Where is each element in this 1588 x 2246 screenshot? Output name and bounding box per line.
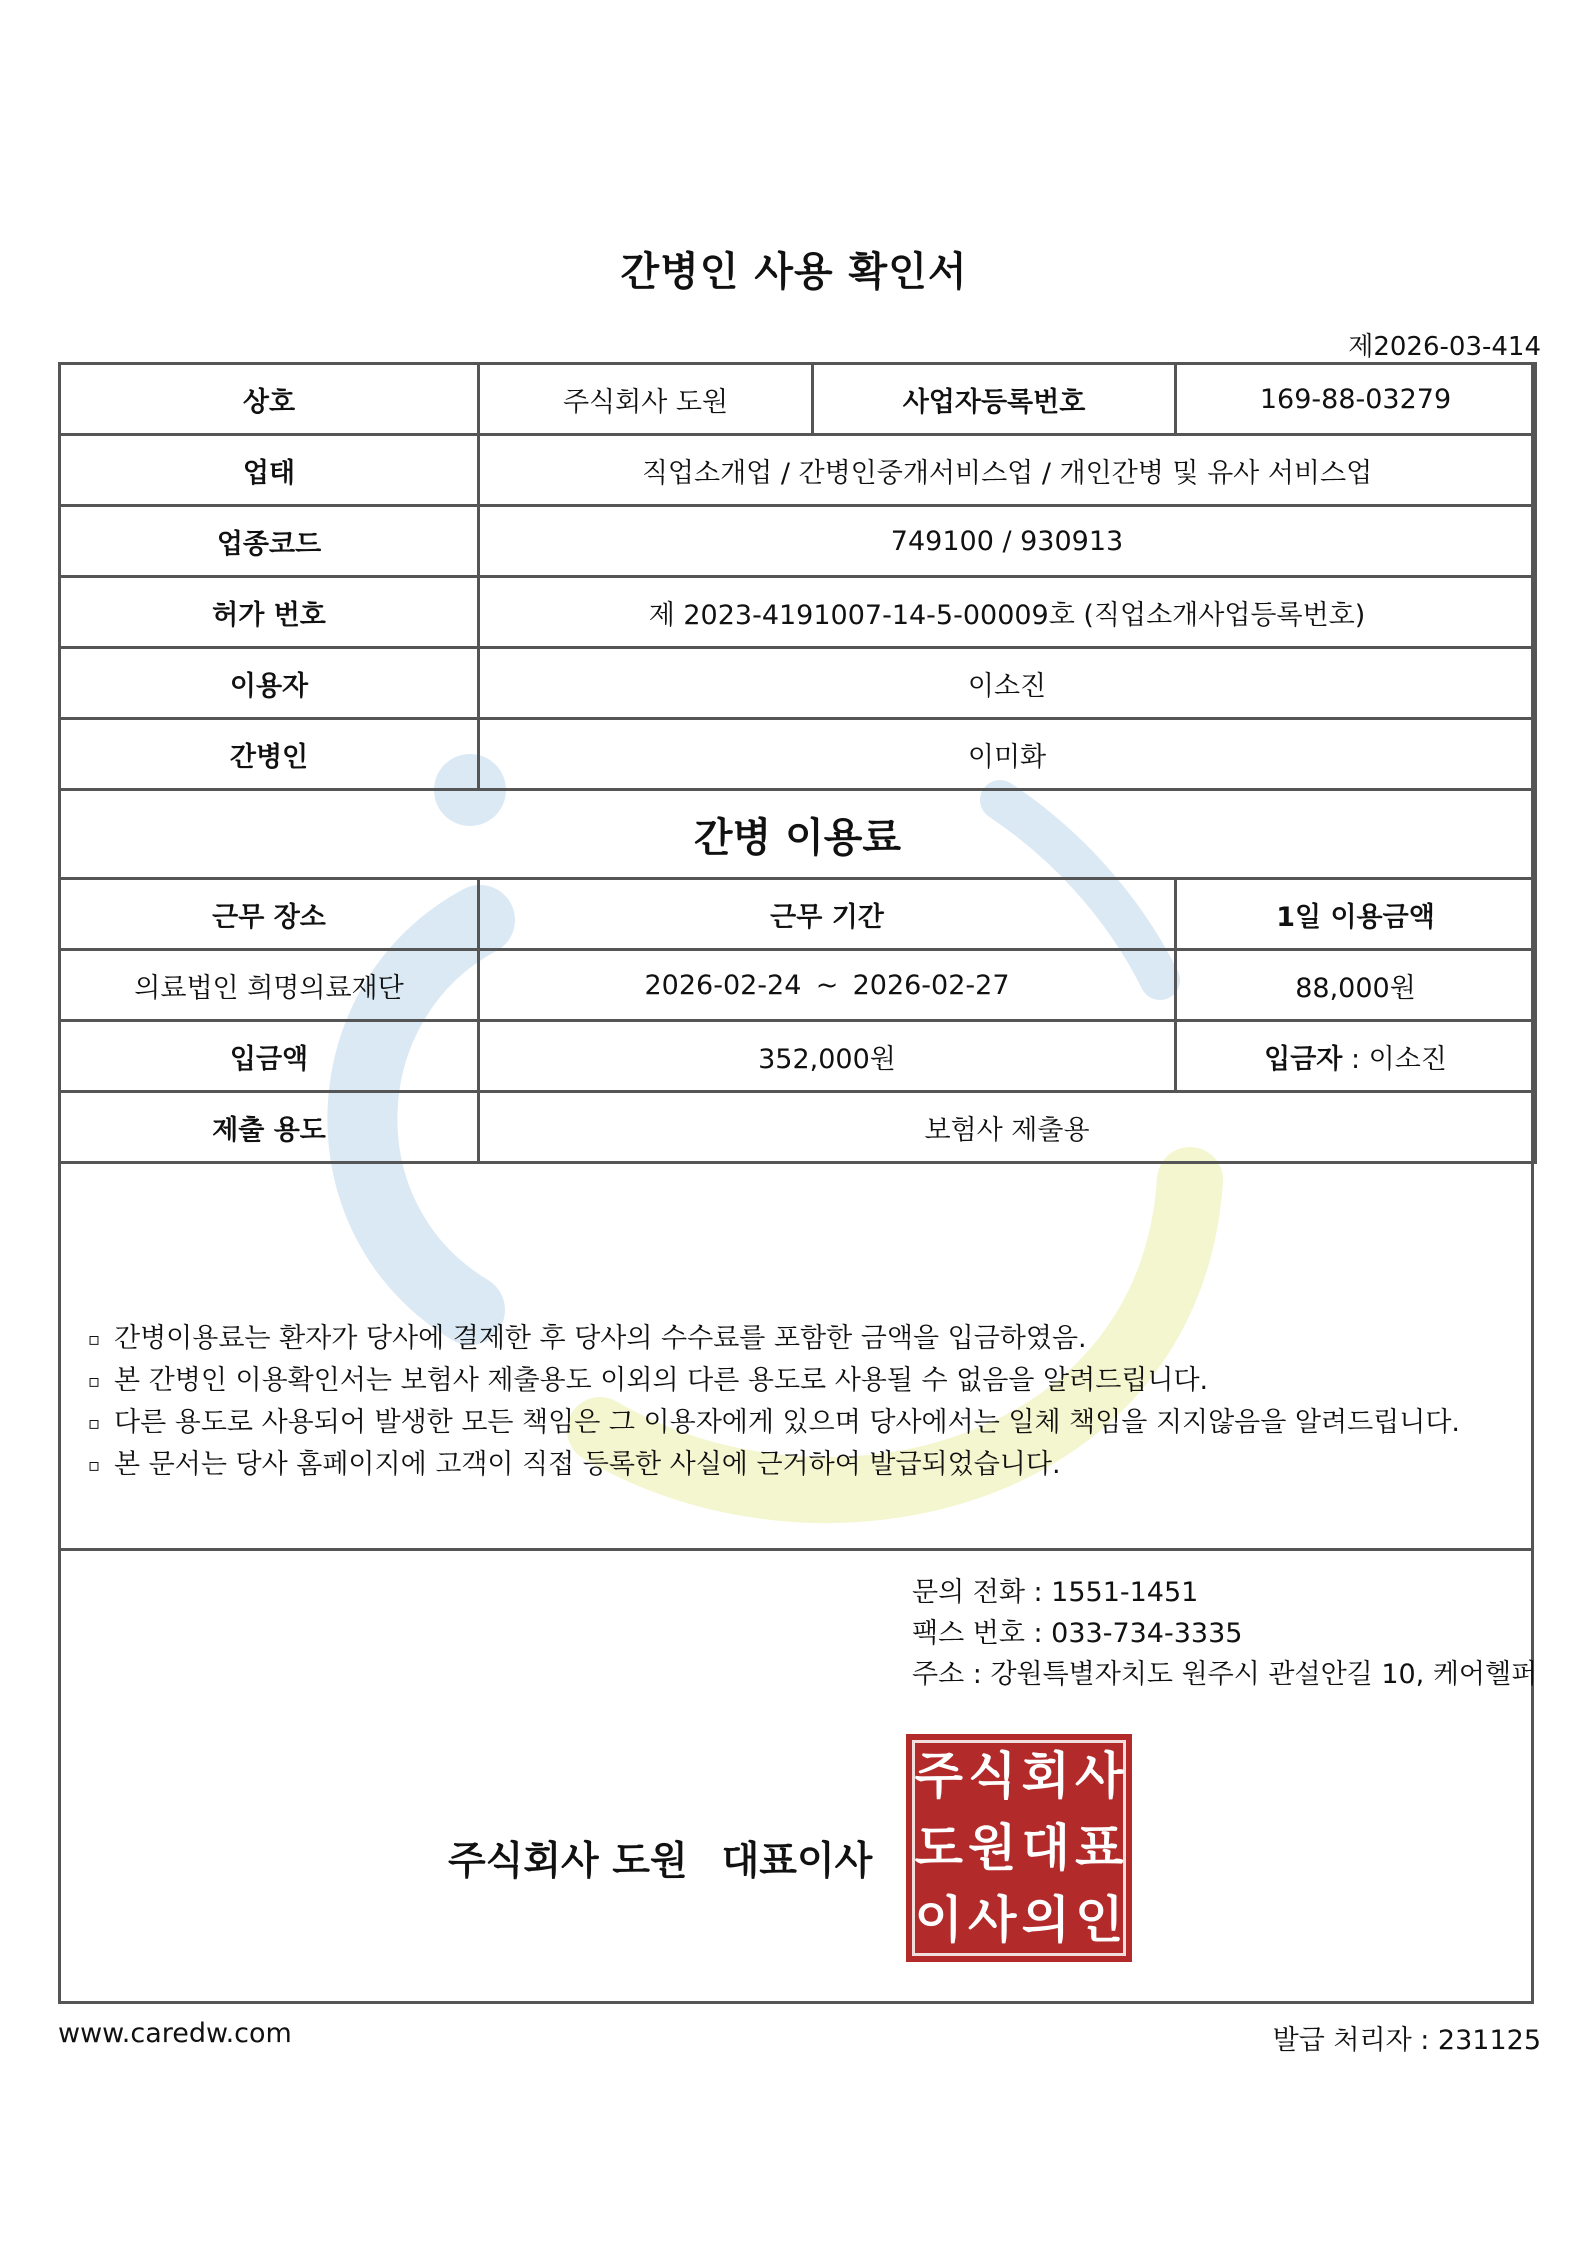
ceo-signature-line	[448, 1830, 872, 1886]
depositor-separator: :	[1342, 1043, 1369, 1075]
contact-fax: 팩스 번호 : 033-734-3335	[912, 1618, 1243, 1649]
seal-char: 사	[968, 1890, 1017, 1949]
seal-char: 이	[914, 1890, 963, 1949]
table-row	[60, 790, 1536, 879]
note-text: 본 간병인 이용확인서는 보험사 제출용도 이외의 다른 용도로 사용될 수 없음을 알려드립니다.	[114, 1365, 1209, 1396]
work-period-value	[479, 950, 1176, 1021]
table-row	[60, 1021, 1536, 1092]
table-row	[60, 719, 1536, 790]
bullet-icon: ▫	[88, 1455, 101, 1476]
info-table	[58, 362, 1537, 1164]
issuer-id: 발급 처리자 : 231125	[1272, 2025, 1541, 2056]
seal-char: 인	[1075, 1890, 1124, 1949]
purpose-label: 제출 용도	[60, 1092, 479, 1163]
seal-char: 식	[968, 1746, 1017, 1805]
workplace-label: 근무 장소	[60, 879, 479, 950]
section-divider	[58, 1548, 1534, 1551]
deposit-amount-value: 352,000원	[479, 1021, 1176, 1092]
seal-char: 표	[1075, 1818, 1124, 1877]
table-row	[60, 648, 1536, 719]
period-separator: ~	[815, 969, 839, 1001]
depositor-value: 이소진	[1368, 1043, 1447, 1075]
bullet-icon: ▫	[88, 1329, 101, 1350]
document-number: 제2026-03-414	[1348, 332, 1541, 362]
seal-char: 원	[968, 1818, 1017, 1877]
bullet-icon: ▫	[88, 1371, 101, 1392]
industry-code-value: 749100 / 930913	[479, 506, 1536, 577]
registration-number-value: 169-88-03279	[1176, 364, 1536, 435]
license-number-label: 허가 번호	[60, 577, 479, 648]
contact-address: 주소 : 강원특별자치도 원주시 관설안길 10, 케어헬퍼	[912, 1659, 1538, 1690]
purpose-value: 보험사 제출용	[479, 1092, 1536, 1163]
signature-company: 주식회사 도원	[448, 1839, 688, 1884]
license-number-value: 제 2023-4191007-14-5-00009호 (직업소개사업등록번호)	[479, 577, 1536, 648]
seal-char: 사	[1075, 1746, 1124, 1805]
note-text: 간병이용료는 환자가 당사에 결제한 후 당사의 수수료를 포함한 금액을 입금하였음.	[114, 1323, 1087, 1354]
notes-list	[88, 1318, 1460, 1486]
daily-fee-label: 1일 이용금액	[1176, 879, 1536, 950]
table-row	[60, 435, 1536, 506]
workplace-value: 의료법인 희명의료재단	[60, 950, 479, 1021]
table-row	[60, 506, 1536, 577]
list-item	[88, 1444, 1460, 1486]
table-row	[60, 1092, 1536, 1163]
deposit-amount-label: 입금액	[60, 1021, 479, 1092]
list-item	[88, 1360, 1460, 1402]
period-start: 2026-02-24	[644, 969, 802, 1001]
bullet-icon: ▫	[88, 1413, 101, 1434]
seal-char: 회	[1021, 1746, 1070, 1805]
note-text: 본 문서는 당사 홈페이지에 고객이 직접 등록한 사실에 근거하여 발급되었습니다.	[114, 1449, 1061, 1480]
depositor-label: 입금자	[1264, 1043, 1343, 1075]
table-row	[60, 364, 1536, 435]
seal-char: 도	[914, 1818, 963, 1877]
registration-number-label: 사업자등록번호	[813, 364, 1176, 435]
company-name-label: 상호	[60, 364, 479, 435]
seal-char: 대	[1021, 1818, 1070, 1877]
daily-fee-value: 88,000원	[1176, 950, 1536, 1021]
table-row	[60, 879, 1536, 950]
company-seal	[906, 1734, 1132, 1962]
caregiver-value: 이미화	[479, 719, 1536, 790]
work-period-label: 근무 기간	[479, 879, 1176, 950]
list-item	[88, 1318, 1460, 1360]
business-type-value: 직업소개업 / 간병인중개서비스업 / 개인간병 및 유사 서비스업	[479, 435, 1536, 506]
company-name-value: 주식회사 도원	[479, 364, 813, 435]
depositor-cell	[1176, 1021, 1536, 1092]
note-text: 다른 용도로 사용되어 발생한 모든 책임은 그 이용자에게 있으며 당사에서는 일체 책임을 지지않음을 알려드립니다.	[114, 1407, 1461, 1438]
seal-char: 주	[914, 1746, 963, 1805]
contact-phone: 문의 전화 : 1551-1451	[912, 1577, 1199, 1608]
contact-info	[912, 1572, 1537, 1695]
caregiver-label: 간병인	[60, 719, 479, 790]
period-end: 2026-02-27	[852, 969, 1010, 1001]
seal-char: 의	[1021, 1890, 1070, 1949]
seal-text	[912, 1740, 1126, 1956]
table-row	[60, 577, 1536, 648]
business-type-label: 업태	[60, 435, 479, 506]
table-row	[60, 950, 1536, 1021]
website-url: www.caredw.com	[58, 2018, 292, 2049]
list-item	[88, 1402, 1460, 1444]
signature-role: 대표이사	[721, 1839, 873, 1884]
user-label: 이용자	[60, 648, 479, 719]
industry-code-label: 업종코드	[60, 506, 479, 577]
document-title: 간병인 사용 확인서	[620, 249, 968, 295]
fee-section-title: 간병 이용료	[60, 790, 1536, 879]
user-value: 이소진	[479, 648, 1536, 719]
